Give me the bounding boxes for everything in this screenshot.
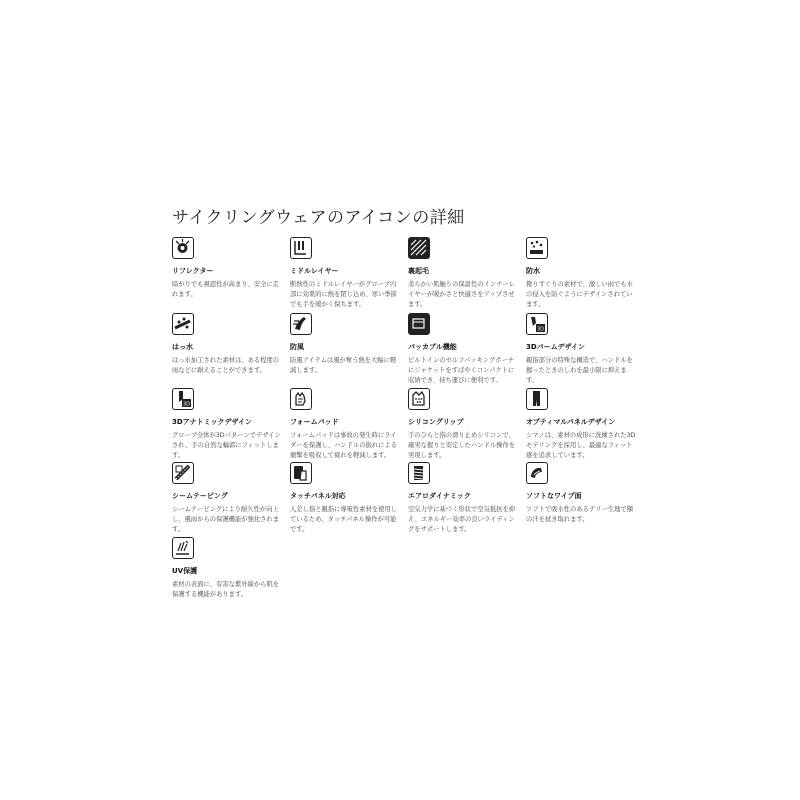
- silicone-grip-icon: [408, 388, 430, 410]
- feature-windproof: [290, 313, 402, 376]
- reflector-icon: [172, 237, 194, 259]
- feature-description: 柔らかい肌触りの保温性のインナーレイヤーが暖かさと快適さをアップさせます。: [408, 281, 515, 308]
- feature-silicone-grip: [408, 388, 520, 461]
- feature-description: 手のひらと指の滑り止めシリコンで、確実な握りと安定したハンドル操作を実現します。: [408, 432, 516, 459]
- feature-label: シリコングリップ: [408, 418, 464, 426]
- feature-label: 3Dパームデザイン: [526, 343, 586, 351]
- feature-foam-pad: [290, 388, 402, 461]
- feature-label: 3Dアナトミックデザイン: [172, 418, 253, 426]
- feature-reflector: [172, 237, 284, 300]
- feature-label: エアロダイナミック: [408, 492, 471, 500]
- brushed-lining-icon: [408, 237, 430, 259]
- feature-description: はっ水加工された素材は、ある程度の雨などに耐えることができます。: [172, 357, 280, 374]
- feature-description: 人差し指と親指に導電性素材を使用しているため、タッチパネル操作が可能です。: [290, 506, 398, 533]
- feature-3d-anatomic: [172, 388, 284, 461]
- feature-description: シマノは、素材の成形に洗練された3Dモデリングを採用し、最適なフィット感を追求しています。: [526, 432, 636, 459]
- feature-label: オプティマルパネルデザイン: [526, 418, 616, 426]
- feature-description: フォームパッドは事故の発生時にライダーを保護し、ハンドルの振れによる衝撃を吸収して疲れを軽減します。: [290, 432, 398, 459]
- 3d-palm-icon: [526, 313, 548, 335]
- feature-water-repellent: [172, 313, 284, 376]
- feature-label: フォームパッド: [290, 418, 339, 426]
- optimal-panel-icon: [526, 388, 548, 410]
- svg-text:3D: 3D: [183, 401, 191, 408]
- feature-packable: [408, 313, 520, 386]
- feature-description: ソフトで吸水性のあるテリー生地で額の汗を拭き取れます。: [526, 506, 634, 523]
- feature-description: シームテーピングにより耐久性が向上し、風雨からの保護機能が強化されます。: [172, 506, 280, 533]
- 3d-anatomic-icon: [172, 388, 194, 410]
- feature-uv-protection: [172, 537, 284, 600]
- uv-protection-icon: [172, 537, 194, 559]
- touch-panel-icon: [290, 462, 312, 484]
- feature-middle-layer: [290, 237, 402, 310]
- seam-taping-icon: [172, 462, 194, 484]
- feature-description: 断熱性のミドルレイヤーがグローブ内部に効果的に熱を閉じ込め、寒い季節でも手を暖かく保ちます。: [290, 281, 397, 308]
- feature-label: パッカブル機能: [408, 343, 457, 351]
- windproof-icon: [290, 313, 312, 335]
- water-repellent-icon: [172, 313, 194, 335]
- feature-description: 防風アイテムは風が奪う熱を大幅に軽減します。: [290, 357, 397, 374]
- feature-label: ソフトなワイプ面: [526, 492, 582, 500]
- feature-description: 暗がりでも視認性が高まり、安全に走れます。: [172, 281, 280, 298]
- feature-label: タッチパネル対応: [290, 492, 346, 500]
- page-title: サイクリングウェアのアイコンの詳細: [172, 208, 465, 228]
- feature-label: 裏起毛: [408, 267, 429, 275]
- feature-label: 防風: [290, 343, 304, 351]
- feature-description: 親指部分の特殊な構造で、ハンドルを握ったときのしわを最小限に抑えます。: [526, 357, 633, 384]
- feature-description: 素材の表面に、有害な紫外線から肌を保護する機能があります。: [172, 581, 280, 598]
- feature-label: シームテーピング: [172, 492, 228, 500]
- feature-optimal-panel: [526, 388, 638, 461]
- feature-description: グローブ全体が3Dパターンでデザインされ、手の自然な輪郭にフィットします。: [172, 432, 281, 459]
- foam-pad-icon: [290, 388, 312, 410]
- feature-label: 防水: [526, 267, 540, 275]
- feature-description: 空気力学に基づく形状で空気抵抗を抑え、エネルギー効率の良いライディングをサポートします。: [408, 506, 516, 533]
- feature-seam-taping: [172, 462, 284, 535]
- feature-label: ミドルレイヤー: [290, 267, 339, 275]
- feature-brushed-lining: [408, 237, 520, 310]
- feature-label: リフレクター: [172, 267, 214, 275]
- feature-description: 撥りすぐりの素材で、激しい雨でも水の侵入を防ぐようにデザインされています。: [526, 281, 633, 308]
- feature-3d-palm: [526, 313, 638, 386]
- feature-touch-panel: [290, 462, 402, 535]
- waterproof-icon: [526, 237, 548, 259]
- feature-label: はっ水: [172, 343, 193, 351]
- packable-icon: [408, 313, 430, 335]
- svg-text:3D: 3D: [537, 326, 545, 333]
- feature-soft-wipe: [526, 462, 638, 525]
- soft-wipe-icon: [526, 462, 548, 484]
- feature-label: UV保護: [172, 567, 198, 575]
- middle-layer-icon: [290, 237, 312, 259]
- feature-waterproof: [526, 237, 638, 310]
- feature-description: ビルトインのセルフパッキングポーチにジャケットをすばやくコンパクトに収納でき、持ち運びに便利です。: [408, 357, 515, 384]
- aerodynamic-icon: [408, 462, 430, 484]
- feature-aerodynamic: [408, 462, 520, 535]
